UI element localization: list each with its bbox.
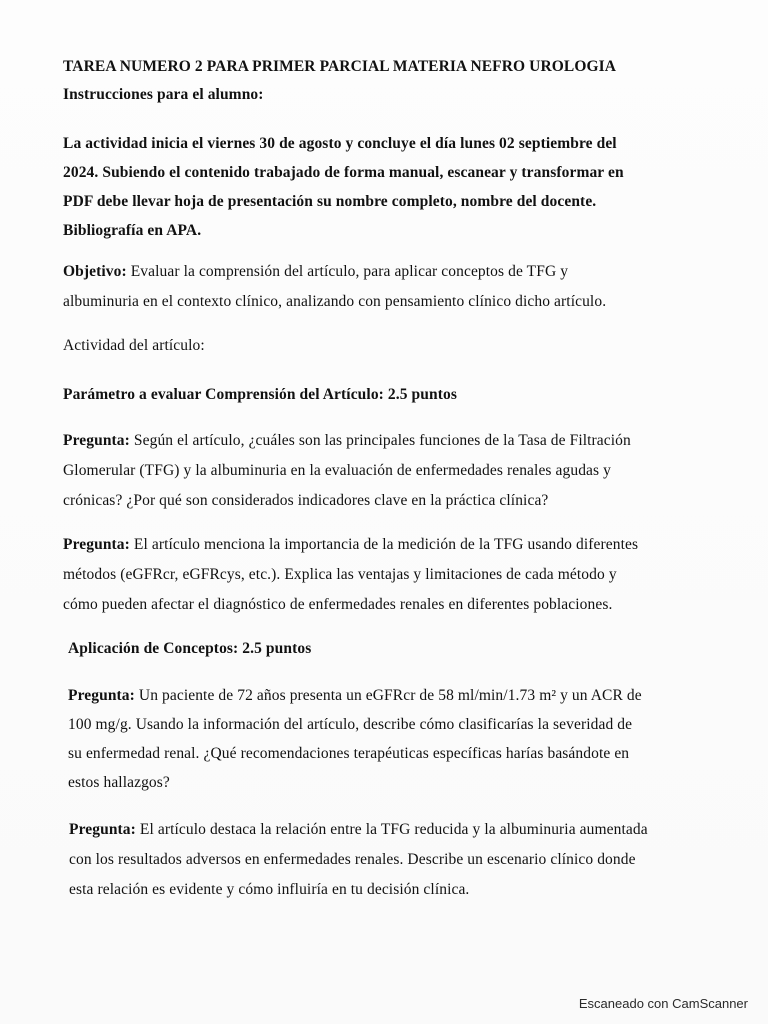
objective-line: albuminuria en el contexto clínico, analizando con pensamiento clínico dicho artículo. (63, 293, 607, 310)
instructions-line: Bibliografía en APA. (63, 222, 202, 239)
question-line: esta relación es evidente y cómo influiría en tu decisión clínica. (69, 881, 470, 898)
question-line: Glomerular (TFG) y la albuminuria en la evaluación de enfermedades renales agudas y (63, 462, 611, 479)
objective-paragraph (63, 257, 653, 317)
instructions-line: PDF debe llevar hoja de presentación su nombre completo, nombre del docente. (63, 193, 597, 210)
question-line: estos hallazgos? (68, 774, 170, 791)
question-line: su enfermedad renal. ¿Qué recomendaciones terapéuticas específicas harías basándote en (68, 745, 630, 762)
objective-line: Evaluar la comprensión del artículo, para aplicar conceptos de TFG y (126, 263, 569, 280)
question-4 (69, 815, 689, 905)
question-2 (63, 530, 683, 620)
question-label: Pregunta: (63, 536, 130, 553)
instructions-paragraph (63, 129, 663, 245)
instructions-heading: Instrucciones para el alumno: (63, 86, 264, 103)
question-line: cómo pueden afectar el diagnóstico de enfermedades renales en diferentes poblaciones. (63, 596, 613, 613)
question-line: 100 mg/g. Usando la información del artículo, describe cómo clasificarías la severidad de (68, 716, 633, 733)
question-line: El artículo menciona la importancia de la medición de la TFG usando diferentes (129, 536, 639, 553)
objective-label: Objetivo: (63, 263, 127, 280)
section1-heading: Parámetro a evaluar Comprensión del Artículo: 2.5 puntos (63, 386, 457, 403)
question-label: Pregunta: (69, 821, 136, 838)
question-line: Un paciente de 72 años presenta un eGFRcr de 58 ml/min/1.73 m² y un ACR de (134, 687, 642, 704)
instructions-line: La actividad inicia el viernes 30 de agosto y concluye el día lunes 02 septiembre del (63, 135, 617, 152)
question-line: con los resultados adversos en enfermedades renales. Describe un escenario clínico donde (69, 851, 636, 868)
instructions-line: 2024. Subiendo el contenido trabajado de forma manual, escanear y transformar en (63, 164, 624, 181)
section2-heading: Aplicación de Conceptos: 2.5 puntos (68, 640, 312, 657)
question-line: El artículo destaca la relación entre la TFG reducida y la albuminuria aumentada (135, 821, 648, 838)
question-label: Pregunta: (68, 687, 135, 704)
question-line: métodos (eGFRcr, eGFRcys, etc.). Explica las ventajas y limitaciones de cada método y (63, 566, 617, 583)
question-3 (68, 681, 688, 797)
question-label: Pregunta: (63, 432, 130, 449)
activity-heading: Actividad del artículo: (63, 337, 205, 354)
document-title: TAREA NUMERO 2 PARA PRIMER PARCIAL MATERIA NEFRO UROLOGIA (63, 58, 617, 75)
question-1 (63, 426, 693, 516)
camscanner-watermark: Escaneado con CamScanner (578, 996, 748, 1011)
question-line: crónicas? ¿Por qué son considerados indicadores clave en la práctica clínica? (63, 492, 549, 509)
question-line: Según el artículo, ¿cuáles son las principales funciones de la Tasa de Filtración (129, 432, 631, 449)
